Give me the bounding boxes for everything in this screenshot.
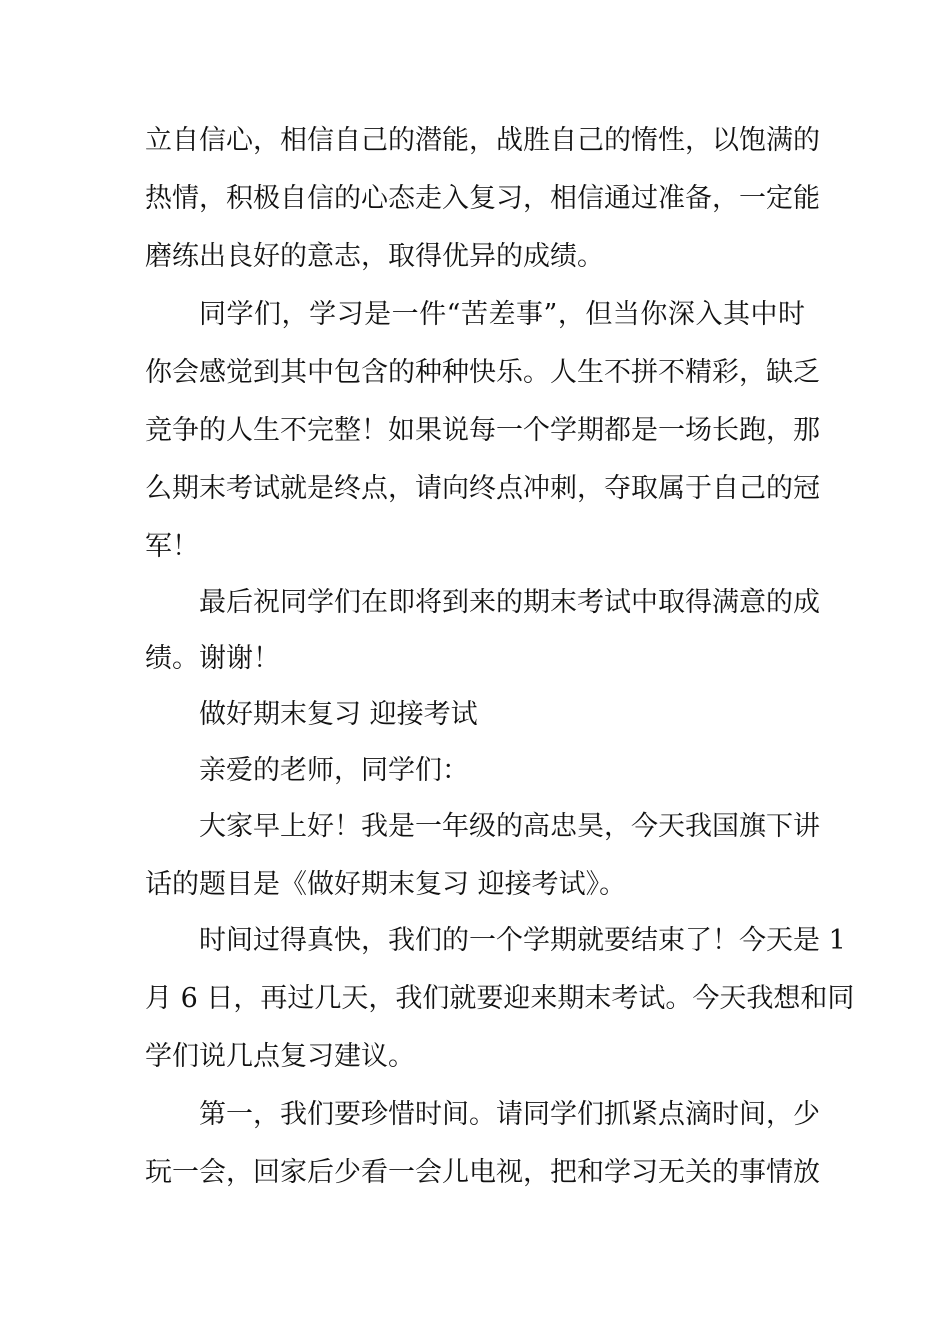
text-line: 第一，我们要珍惜时间。请同学们抓紧点滴时间，少 xyxy=(199,1099,820,1130)
text-line: 大家早上好！我是一年级的高忠昊，今天我国旗下讲 xyxy=(199,811,820,842)
text-line: 绩。谢谢！ xyxy=(145,643,280,674)
text-line: 最后祝同学们在即将到来的期末考试中取得满意的成 xyxy=(199,587,820,618)
text-line: 你会感觉到其中包含的种种快乐。人生不拼不精彩，缺乏 xyxy=(145,357,820,388)
text-line: 时间过得真快，我们的一个学期就要结束了！今天是 1 xyxy=(199,925,846,956)
text-line: 磨练出良好的意志，取得优异的成绩。 xyxy=(145,241,604,272)
text-line: 话的题目是《做好期末复习 迎接考试》。 xyxy=(145,869,627,900)
text-line: 热情，积极自信的心态走入复习，相信通过准备，一定能 xyxy=(145,183,820,214)
text-line: 学们说几点复习建议。 xyxy=(145,1041,415,1072)
salutation: 亲爱的老师，同学们： xyxy=(199,755,469,786)
text-line: 立自信心，相信自己的潜能，战胜自己的惰性，以饱满的 xyxy=(145,125,820,156)
text-line: 竞争的人生不完整！如果说每一个学期都是一场长跑，那 xyxy=(145,415,820,446)
section-title: 做好期末复习 迎接考试 xyxy=(199,699,478,730)
text-line: 军！ xyxy=(145,531,199,562)
text-line: 么期末考试就是终点，请向终点冲刺，夺取属于自己的冠 xyxy=(145,473,820,504)
text-line: 玩一会，回家后少看一会儿电视，把和学习无关的事情放 xyxy=(145,1157,820,1188)
text-line: 月 6 日，再过几天，我们就要迎来期末考试。今天我想和同 xyxy=(145,983,855,1014)
text-line: 同学们，学习是一件“苦差事”，但当你深入其中时 xyxy=(199,299,805,330)
